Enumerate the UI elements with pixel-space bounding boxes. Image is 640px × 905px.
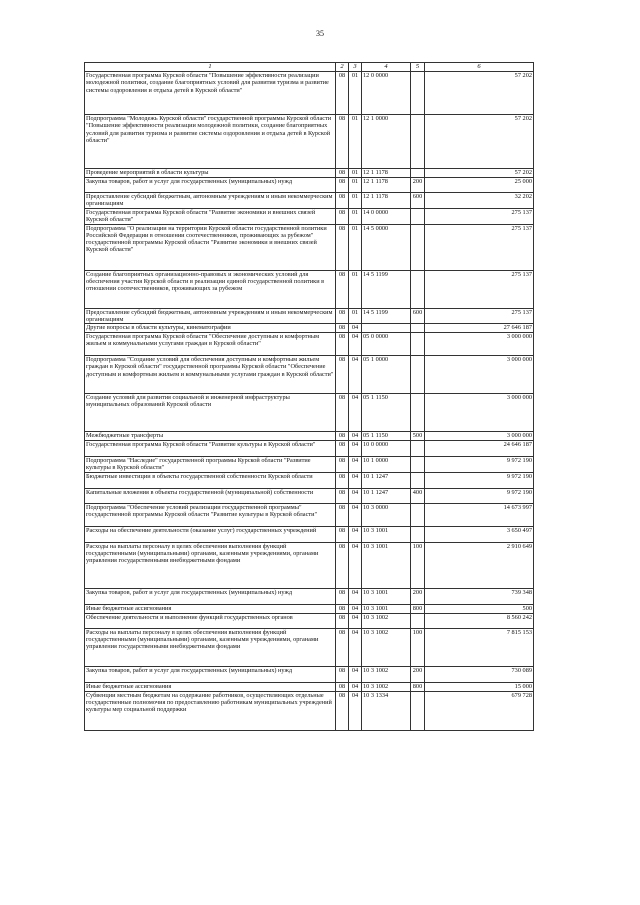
cell-name: Обеспечение деятельности и выполнение функций государственных органов: [85, 613, 336, 628]
header-col-3: 3: [349, 63, 362, 72]
cell-section: 08: [336, 308, 349, 324]
cell-subsection: 01: [349, 193, 362, 209]
cell-section: 08: [336, 472, 349, 488]
cell-target-article: 10 1 1247: [362, 488, 411, 503]
cell-amount: 739 348: [425, 588, 534, 604]
cell-amount: 14 673 997: [425, 503, 534, 526]
cell-subsection: 04: [349, 682, 362, 691]
cell-subsection: 04: [349, 613, 362, 628]
cell-section: 08: [336, 542, 349, 588]
cell-name: Закупка товаров, работ и услуг для государственных (муниципальных) нужд: [85, 666, 336, 682]
cell-section: 08: [336, 503, 349, 526]
cell-section: 08: [336, 604, 349, 613]
cell-amount: 27 646 187: [425, 324, 534, 333]
cell-section: 08: [336, 193, 349, 209]
cell-target-article: 10 3 1001: [362, 526, 411, 542]
cell-name: Межбюджетные трансферты: [85, 432, 336, 441]
cell-section: 08: [336, 628, 349, 666]
cell-expense-type: 800: [411, 682, 425, 691]
cell-name: Подпрограмма "О реализации на территории Курской области государственной политики Российской Федерации в отношении соотечественников, проживающих за рубежом" государственной программы Курской области "Развитие экономики и внешних связей Курской области": [85, 224, 336, 270]
cell-expense-type: 600: [411, 193, 425, 209]
table-header-row: [85, 63, 534, 72]
cell-expense-type: [411, 169, 425, 178]
cell-section: 08: [336, 72, 349, 115]
cell-name: Иные бюджетные ассигнования: [85, 682, 336, 691]
budget-table: [84, 62, 534, 731]
cell-name: Государственная программа Курской области "Развитие культуры в Курской области": [85, 441, 336, 457]
cell-expense-type: [411, 333, 425, 356]
cell-subsection: 04: [349, 441, 362, 457]
cell-subsection: 01: [349, 224, 362, 270]
cell-subsection: 04: [349, 472, 362, 488]
table-row: [85, 682, 534, 691]
cell-name: Расходы на выплаты персоналу в целях обеспечения выполнения функций государственными (муниципальными) органами, казенными учреждениями, органами управления государственными внебюджетными фондами: [85, 542, 336, 588]
cell-amount: 275 137: [425, 270, 534, 308]
cell-amount: 3 000 000: [425, 432, 534, 441]
cell-subsection: 04: [349, 356, 362, 394]
cell-expense-type: 200: [411, 588, 425, 604]
cell-target-article: 12 1 0000: [362, 115, 411, 169]
cell-expense-type: 200: [411, 178, 425, 193]
cell-section: 08: [336, 356, 349, 394]
table-row: [85, 588, 534, 604]
cell-section: 08: [336, 324, 349, 333]
table-row: [85, 666, 534, 682]
table-row: [85, 604, 534, 613]
cell-section: 08: [336, 488, 349, 503]
cell-target-article: 12 0 0000: [362, 72, 411, 115]
table-row: [85, 270, 534, 308]
table-row: [85, 324, 534, 333]
cell-target-article: 10 3 1001: [362, 588, 411, 604]
cell-name: Создание условий для развития социальной и инженерной инфраструктуры муниципальных образований Курской области: [85, 394, 336, 432]
cell-amount: 275 137: [425, 224, 534, 270]
cell-amount: 57 202: [425, 72, 534, 115]
table-row: [85, 432, 534, 441]
cell-subsection: 01: [349, 115, 362, 169]
cell-subsection: 04: [349, 588, 362, 604]
cell-amount: 3 650 497: [425, 526, 534, 542]
cell-name: Создание благоприятных организационно-правовых и экономических условий для обеспечения участия Курской области в реализации единой государственной политики в отношении соотечественников, проживающих за рубежом: [85, 270, 336, 308]
cell-subsection: 04: [349, 542, 362, 588]
cell-name: Закупка товаров, работ и услуг для государственных (муниципальных) нужд: [85, 588, 336, 604]
cell-amount: 57 202: [425, 169, 534, 178]
table-row: [85, 613, 534, 628]
cell-target-article: 05 1 0000: [362, 356, 411, 394]
cell-target-article: 10 3 1002: [362, 628, 411, 666]
cell-target-article: 14 5 1199: [362, 270, 411, 308]
table-row: [85, 457, 534, 473]
cell-expense-type: 600: [411, 308, 425, 324]
cell-target-article: 14 5 1199: [362, 308, 411, 324]
cell-section: 08: [336, 441, 349, 457]
cell-section: 08: [336, 270, 349, 308]
table-row: [85, 193, 534, 209]
cell-name: Иные бюджетные ассигнования: [85, 604, 336, 613]
cell-expense-type: [411, 115, 425, 169]
cell-name: Расходы на обеспечение деятельности (оказание услуг) государственных учреждений: [85, 526, 336, 542]
cell-amount: 9 972 190: [425, 457, 534, 473]
table-row: [85, 178, 534, 193]
table-row: [85, 488, 534, 503]
cell-expense-type: [411, 457, 425, 473]
cell-target-article: 05 1 1150: [362, 394, 411, 432]
cell-amount: 730 089: [425, 666, 534, 682]
cell-target-article: 14 5 0000: [362, 224, 411, 270]
cell-section: 08: [336, 526, 349, 542]
cell-expense-type: [411, 394, 425, 432]
cell-name: Государственная программа Курской области "Повышение эффективности реализации молодежной политики, создание благоприятных условий для развития туризма и развитие системы оздоровления и отдыха детей в Курской области": [85, 72, 336, 115]
table-row: [85, 72, 534, 115]
cell-amount: 25 000: [425, 178, 534, 193]
cell-amount: 3 000 000: [425, 333, 534, 356]
table-row: [85, 472, 534, 488]
cell-name: Субвенции местным бюджетам на содержание работников, осуществляющих отдельные государственные полномочия по предоставлению работникам муниципальных учреждений культуры мер социальной поддержки: [85, 691, 336, 730]
cell-subsection: 01: [349, 308, 362, 324]
cell-target-article: 10 3 1002: [362, 666, 411, 682]
header-col-4: 4: [362, 63, 411, 72]
cell-name: Бюджетные инвестиции в объекты государственной собственности Курской области: [85, 472, 336, 488]
cell-section: 08: [336, 209, 349, 225]
header-col-5: 5: [411, 63, 425, 72]
cell-section: 08: [336, 691, 349, 730]
cell-amount: 3 000 000: [425, 394, 534, 432]
cell-name: Предоставление субсидий бюджетным, автономным учреждениям и иным некоммерческим организациям: [85, 193, 336, 209]
cell-subsection: 01: [349, 178, 362, 193]
cell-section: 08: [336, 432, 349, 441]
cell-expense-type: 100: [411, 542, 425, 588]
cell-name: Закупка товаров, работ и услуг для государственных (муниципальных) нужд: [85, 178, 336, 193]
cell-subsection: 04: [349, 394, 362, 432]
cell-target-article: 14 0 0000: [362, 209, 411, 225]
page-number: 35: [316, 29, 324, 38]
cell-expense-type: [411, 270, 425, 308]
cell-target-article: [362, 324, 411, 333]
cell-target-article: 05 0 0000: [362, 333, 411, 356]
table-row: [85, 394, 534, 432]
cell-expense-type: [411, 691, 425, 730]
cell-expense-type: [411, 324, 425, 333]
cell-subsection: 01: [349, 209, 362, 225]
cell-target-article: 10 1 1247: [362, 472, 411, 488]
table-row: [85, 441, 534, 457]
cell-expense-type: 400: [411, 488, 425, 503]
cell-name: Подпрограмма "Молодежь Курской области" государственной программы Курской области "Повышение эффективности реализации молодежной политики, создание благоприятных условий для развития туризма и развитие системы оздоровления и отдыха детей в Курской области": [85, 115, 336, 169]
cell-subsection: 04: [349, 526, 362, 542]
cell-subsection: 04: [349, 503, 362, 526]
cell-subsection: 04: [349, 666, 362, 682]
cell-amount: 7 815 153: [425, 628, 534, 666]
cell-name: Расходы на выплаты персоналу в целях обеспечения выполнения функций государственными (муниципальными) органами, казенными учреждениями, органами управления государственными внебюджетными фондами: [85, 628, 336, 666]
cell-name: Другие вопросы в области культуры, кинематографии: [85, 324, 336, 333]
cell-expense-type: [411, 526, 425, 542]
cell-name: Проведение мероприятий в области культуры: [85, 169, 336, 178]
cell-section: 08: [336, 333, 349, 356]
cell-amount: 2 910 649: [425, 542, 534, 588]
cell-target-article: 10 3 1334: [362, 691, 411, 730]
cell-name: Подпрограмма "Обеспечение условий реализации государственной программы" государственной программы Курской области "Развитие культуры в Курской области": [85, 503, 336, 526]
cell-amount: 8 560 242: [425, 613, 534, 628]
cell-amount: 500: [425, 604, 534, 613]
cell-amount: 15 000: [425, 682, 534, 691]
cell-amount: 9 972 190: [425, 488, 534, 503]
table-row: [85, 503, 534, 526]
cell-name: Государственная программа Курской области "Обеспечение доступным и комфортным жильем и коммунальными услугами граждан в Курской области": [85, 333, 336, 356]
cell-amount: 9 972 190: [425, 472, 534, 488]
cell-subsection: 01: [349, 270, 362, 308]
table-row: [85, 209, 534, 225]
header-col-6: 6: [425, 63, 534, 72]
cell-expense-type: [411, 472, 425, 488]
table-row: [85, 691, 534, 730]
table-row: [85, 115, 534, 169]
cell-target-article: 10 3 1001: [362, 542, 411, 588]
cell-expense-type: 500: [411, 432, 425, 441]
cell-name: Предоставление субсидий бюджетным, автономным учреждениям и иным некоммерческим организациям: [85, 308, 336, 324]
cell-subsection: 01: [349, 72, 362, 115]
cell-subsection: 04: [349, 333, 362, 356]
cell-name: Подпрограмма "Наследие" государственной программы Курской области "Развитие культуры в Курской области": [85, 457, 336, 473]
cell-amount: 32 202: [425, 193, 534, 209]
table-row: [85, 356, 534, 394]
cell-amount: 275 137: [425, 308, 534, 324]
cell-section: 08: [336, 457, 349, 473]
cell-section: 08: [336, 588, 349, 604]
cell-expense-type: [411, 72, 425, 115]
table-row: [85, 526, 534, 542]
cell-section: 08: [336, 613, 349, 628]
cell-target-article: 05 1 1150: [362, 432, 411, 441]
cell-subsection: 04: [349, 628, 362, 666]
cell-target-article: 10 3 1001: [362, 604, 411, 613]
cell-amount: 679 728: [425, 691, 534, 730]
cell-expense-type: [411, 613, 425, 628]
cell-target-article: 10 3 1002: [362, 613, 411, 628]
cell-subsection: 04: [349, 488, 362, 503]
cell-target-article: 12 1 1178: [362, 193, 411, 209]
cell-name: Капитальные вложения в объекты государственной (муниципальной) собственности: [85, 488, 336, 503]
cell-section: 08: [336, 169, 349, 178]
cell-section: 08: [336, 115, 349, 169]
cell-subsection: 04: [349, 324, 362, 333]
cell-expense-type: 800: [411, 604, 425, 613]
cell-expense-type: 200: [411, 666, 425, 682]
table-row: [85, 169, 534, 178]
cell-target-article: 10 3 0000: [362, 503, 411, 526]
table-row: [85, 542, 534, 588]
cell-target-article: 10 3 1002: [362, 682, 411, 691]
cell-amount: 57 202: [425, 115, 534, 169]
table-row: [85, 308, 534, 324]
cell-name: Государственная программа Курской области "Развитие экономики и внешних связей Курской области": [85, 209, 336, 225]
table-row: [85, 224, 534, 270]
cell-target-article: 12 1 1178: [362, 169, 411, 178]
cell-expense-type: 100: [411, 628, 425, 666]
cell-subsection: 04: [349, 604, 362, 613]
cell-amount: 24 646 187: [425, 441, 534, 457]
cell-subsection: 04: [349, 457, 362, 473]
cell-subsection: 01: [349, 169, 362, 178]
cell-section: 08: [336, 682, 349, 691]
cell-expense-type: [411, 224, 425, 270]
cell-subsection: 04: [349, 691, 362, 730]
table-row: [85, 333, 534, 356]
cell-section: 08: [336, 394, 349, 432]
cell-target-article: 12 1 1178: [362, 178, 411, 193]
cell-expense-type: [411, 356, 425, 394]
header-col-2: 2: [336, 63, 349, 72]
cell-section: 08: [336, 178, 349, 193]
cell-name: Подпрограмма "Создание условий для обеспечения доступным и комфортным жильем граждан в Курской области" государственной программы Курской области "Обеспечение доступным и комфортным жильем и коммунальными услугами граждан в Курской области": [85, 356, 336, 394]
cell-subsection: 04: [349, 432, 362, 441]
cell-amount: 3 000 000: [425, 356, 534, 394]
cell-expense-type: [411, 441, 425, 457]
cell-target-article: 10 1 0000: [362, 457, 411, 473]
cell-target-article: 10 0 0000: [362, 441, 411, 457]
cell-expense-type: [411, 503, 425, 526]
cell-expense-type: [411, 209, 425, 225]
cell-section: 08: [336, 666, 349, 682]
table-row: [85, 628, 534, 666]
cell-amount: 275 137: [425, 209, 534, 225]
cell-section: 08: [336, 224, 349, 270]
header-col-1: 1: [85, 63, 336, 72]
